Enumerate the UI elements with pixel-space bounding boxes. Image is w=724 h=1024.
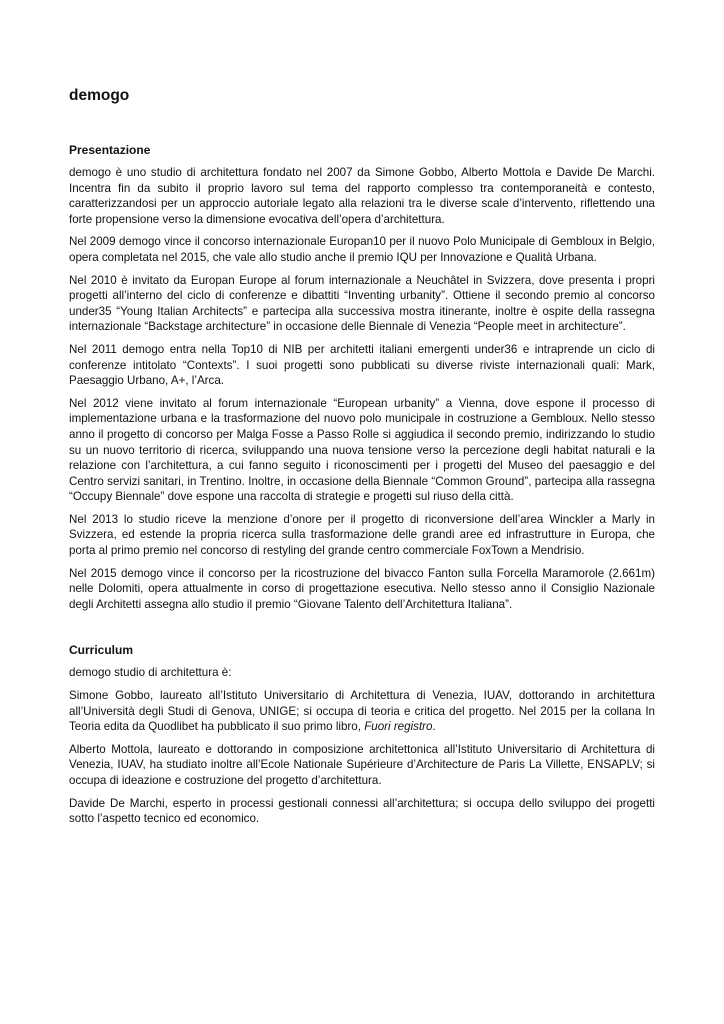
paragraph-presentazione-2: Nel 2009 demogo vince il concorso internazionale Europan10 per il nuovo Polo Municipale di Gembloux in Belgio, opera completata nel 2015, che vale allo studio anche il premio IQU per Innovazione e Qualità Urbana.: [69, 235, 655, 264]
section-spacer: [69, 619, 655, 642]
paragraph-curriculum-mottola: Alberto Mottola, laureato e dottorando in composizione architettonica all’Istituto Universitario di Architettura di Venezia, IUAV, ha studiato inoltre all’Ecole Nationale Supérieure d’Architecture de Paris La Villette, ENSAPLV; si occupa di ideazione e costruzione del progetto d’architettura.: [69, 742, 655, 787]
paragraph-presentazione-4: Nel 2011 demogo entra nella Top10 di NIB per architetti italiani emergenti under36 e intraprende un ciclo di conferenze intitolato “Contexts”. I suoi progetti sono pubblicati su diverse riviste internazionali quali: Mark, Paesaggio Urbano, A+, l’Arca.: [69, 342, 655, 388]
paragraph-presentazione-1: demogo è uno studio di architettura fondato nel 2007 da Simone Gobbo, Alberto Mottola e Davide De Marchi. Incentra fin da subito il proprio lavoro sul tema del rapporto complesso tra contemporaneità e contesto, caratterizzandosi per un approccio autoriale legato alla relazioni tra le diverse scale d’intervento, riflettendo una forte propensione verso la dimensione evocativa dell’opera d’architettura.: [69, 166, 655, 226]
book-title: Fuori registro: [364, 720, 433, 734]
paragraph-presentazione-5: Nel 2012 viene invitato al forum internazionale “European urbanity” a Vienna, dove espone il processo di implementazione urbana e la trasformazione del nuovo polo municipale in costruzione a Gembloux. Nello stesso anno il progetto di concorso per Malga Fosse a Passo Rolle si aggiudica il secondo premio, indirizzando lo studio su un nuovo territorio di ricerca, sviluppando una nuova tensione verso la percezione degli habitat naturali e la relazione con l’architettura, a cui fanno seguito i riconoscimenti per i progetti del Museo del paesaggio e del Centro servizi sanitari, in Trentino. Inoltre, in occasione della Biennale “Common Ground”, partecipa alla rassegna “Occupy Biennale” dove espone una raccolta di strategie e progetti sul riuso della città.: [69, 396, 655, 504]
gobbo-end: .: [432, 720, 436, 734]
document-title: demogo: [69, 87, 130, 104]
section-heading-presentazione: Presentazione: [69, 143, 151, 157]
gobbo-text: Simone Gobbo, laureato all’Istituto Universitario di Architettura di Venezia, IUAV, dottorando in architettura all’Università degli Studi di Genova, UNIGE; si occupa di teoria e critica del progetto. Nel 2015 per la collana In Teoria edita da Quodlibet ha pubblicato il suo primo libro,: [69, 689, 655, 734]
paragraph-presentazione-3: Nel 2010 è invitato da Europan Europe al forum internazionale a Neuchâtel in Svizzera, dove presenta i propri progetti all’interno del ciclo di conferenze e dibattiti “Inventing urbanity”. Ottiene il secondo premio al concorso under35 “Young Italian Architects” e partecipa alla successiva mostra itinerante, inoltre è ospite della rassegna internazionale “Backstage architecture” in occasione delle Biennale di Venezia “People meet in architecture”.: [69, 273, 655, 334]
paragraph-curriculum-demarchi: Davide De Marchi, esperto in processi gestionali connessi all’architettura; si occupa dello sviluppo dei progetti sotto l’aspetto tecnico ed economico.: [69, 796, 655, 826]
paragraph-presentazione-6: Nel 2013 lo studio riceve la menzione d’onore per il progetto di riconversione dell’area Winckler a Marly in Svizzera, ed estende la propria ricerca sulla trasformazione delle grandi aree ed infrastrutture in Europa, che porta al primo premio nel concorso di restyling del grande centro commerciale FoxTown a Mendrisio.: [69, 512, 655, 558]
section-heading-curriculum: Curriculum: [69, 643, 134, 658]
paragraph-curriculum-gobbo: [69, 688, 655, 735]
paragraph-presentazione-7: Nel 2015 demogo vince il concorso per la ricostruzione del bivacco Fanton sulla Forcella Maramorole (2.661m) nelle Dolomiti, opera attualmente in corso di progettazione esecutiva. Nello stesso anno il Consiglio Nazionale degli Architetti assegna allo studio il premio “Giovane Talento dell’Architettura Italiana”.: [69, 566, 655, 611]
document-page: [69, 86, 655, 834]
paragraph-curriculum-intro: demogo studio di architettura è:: [69, 666, 232, 680]
